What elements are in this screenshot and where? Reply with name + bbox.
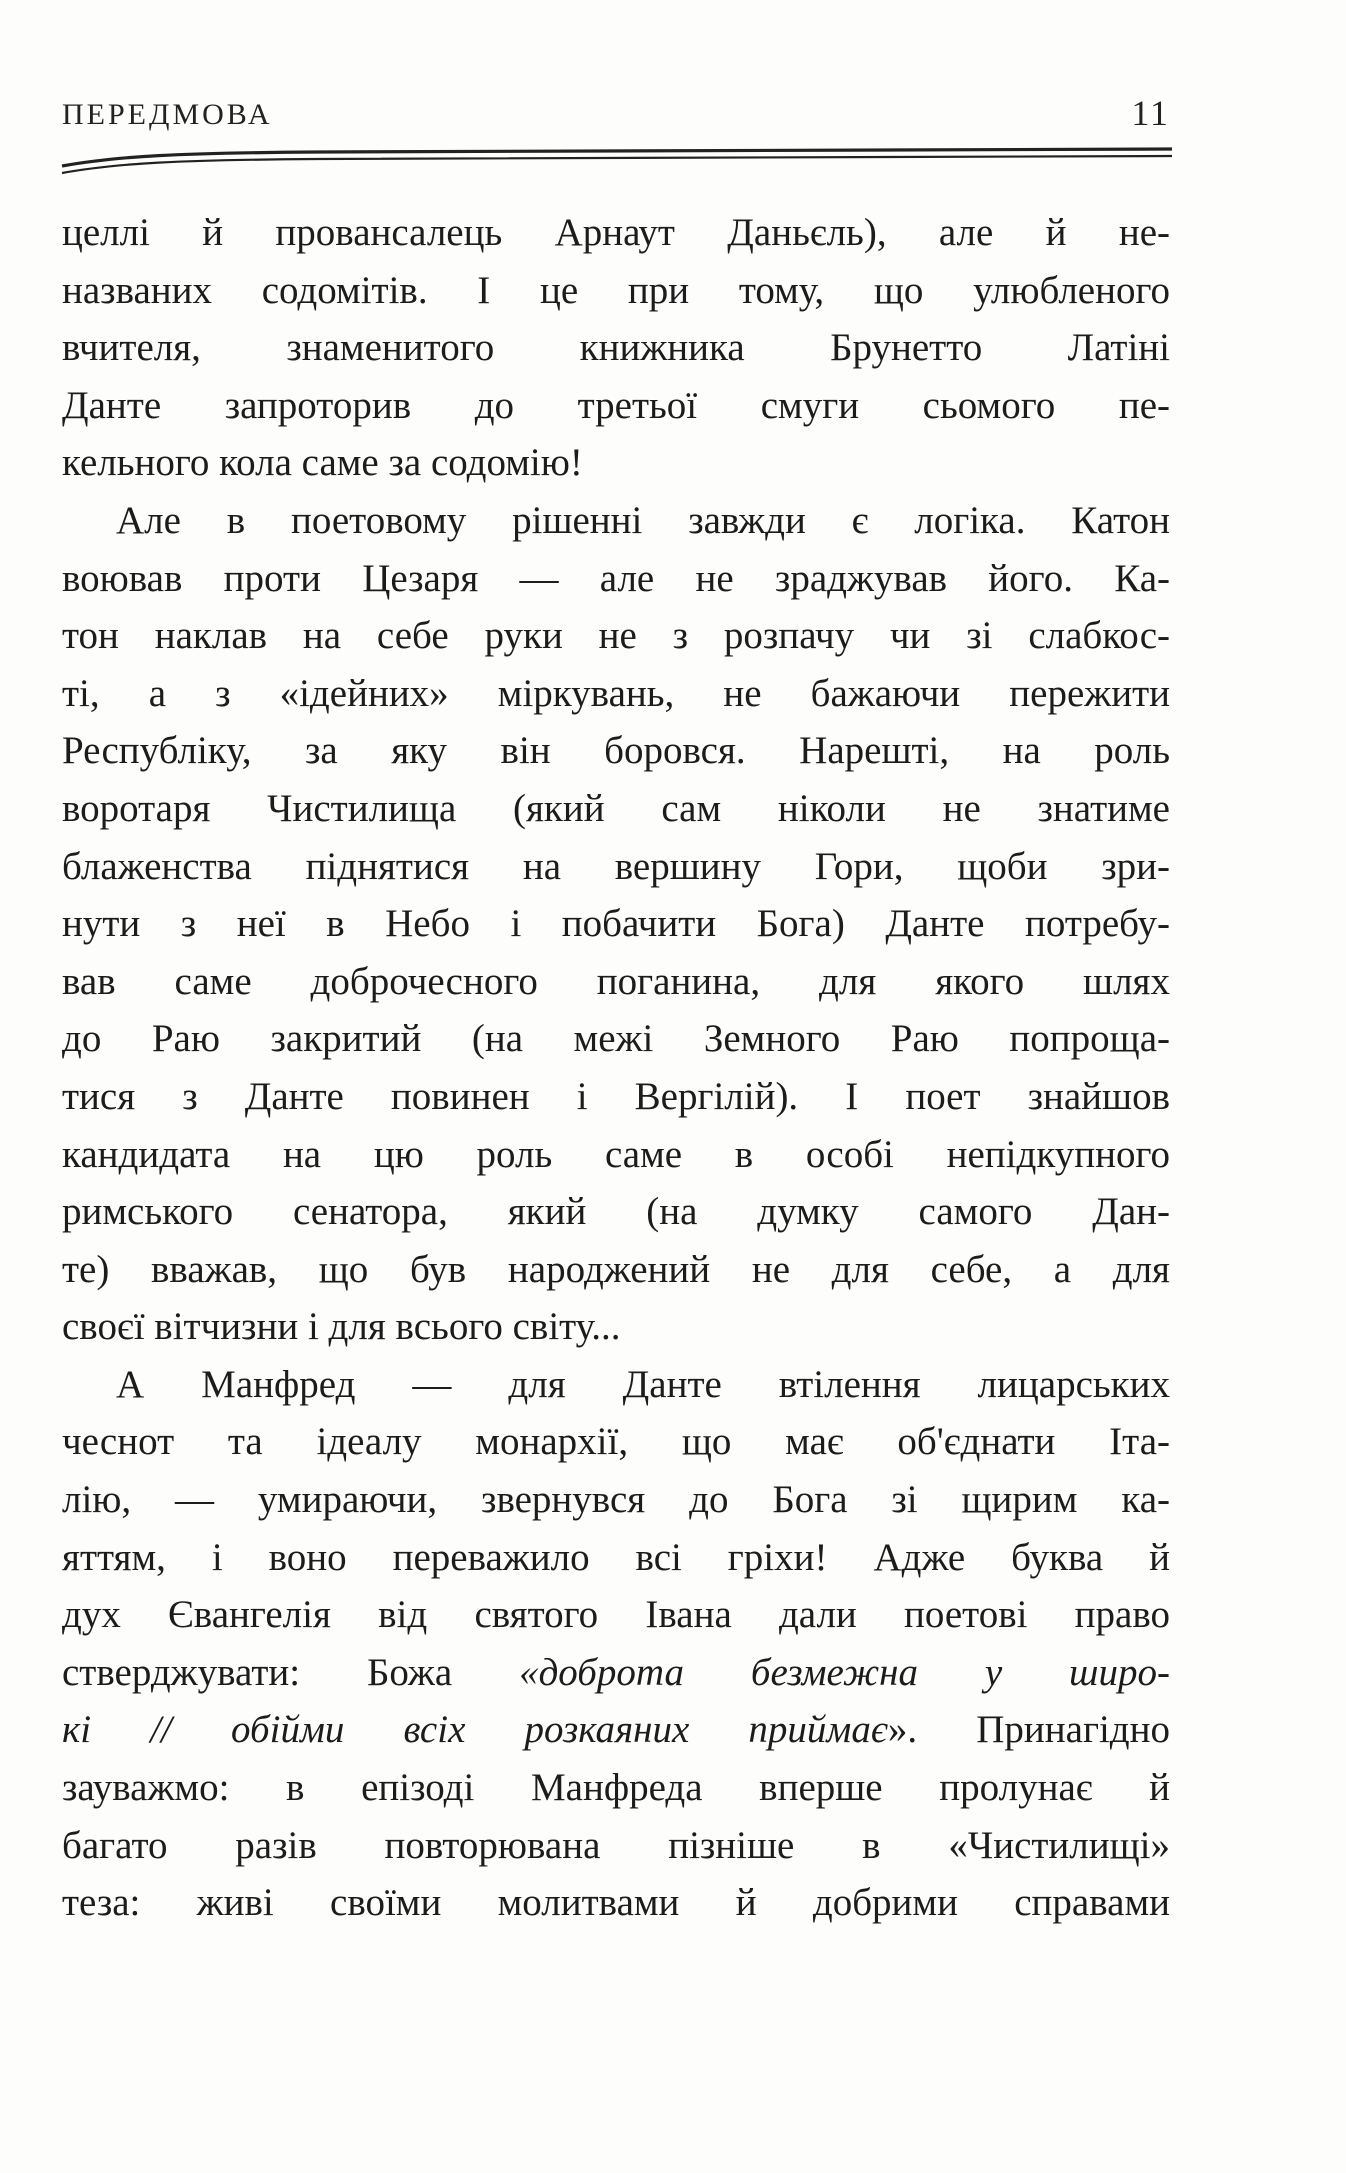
text-line: зауважмо: в епізоді Манфреда вперше пролунає й <box>62 1766 1170 1810</box>
text-line: Данте запроторив до третьої смуги сьомого пе- <box>62 383 1170 427</box>
text-line: кандидата на цю роль саме в особі непідкупного <box>62 1132 1170 1176</box>
text-line: вав саме доброчесного поганина, для якого шлях <box>62 959 1170 1003</box>
text-line: чеснот та ідеалу монархії, що має об'єднати Іта- <box>62 1420 1170 1464</box>
text-segment: стверджувати: Божа <box>62 1650 520 1694</box>
paragraph <box>62 204 1170 492</box>
text-line: теза: живі своїми молитвами й добрими справами <box>62 1881 1170 1925</box>
text-line: римського сенатора, який (на думку самого Дан- <box>62 1190 1170 1234</box>
text-line: кельного кола саме за содомію! <box>62 441 583 485</box>
text-line-with-quote <box>62 1644 1170 1702</box>
header-double-rule <box>58 138 1176 178</box>
text-line: лію, — умираючи, звернувся до Бога зі щирим ка- <box>62 1478 1170 1522</box>
text-line: дух Євангелія від святого Івана дали поетові право <box>62 1593 1170 1637</box>
text-line: воював проти Цезаря — але не зраджував його. Ка- <box>62 556 1170 600</box>
text-segment: ». Принагідно <box>887 1708 1171 1752</box>
text-line: воротаря Чистилища (який сам ніколи не знатиме <box>62 786 1170 830</box>
running-title: ПЕРЕДМОВА <box>62 98 273 131</box>
text-line-with-quote <box>62 1701 1170 1759</box>
text-line: до Раю закритий (на межі Земного Раю попроща- <box>62 1017 1170 1061</box>
text-line: яттям, і воно переважило всі гріхи! Адже буква й <box>62 1535 1170 1579</box>
text-line: Але в поетовому рішенні завжди є логіка. Катон <box>116 498 1170 542</box>
text-line: целлі й провансалець Арнаут Даньєль), але й не- <box>62 211 1170 254</box>
text-line: ті, а з «ідейних» міркувань, не бажаючи пережити <box>62 671 1170 715</box>
text-line: те) вважав, що був народжений не для себе, а для <box>62 1247 1170 1291</box>
body-text <box>62 204 1170 1932</box>
page-number: 11 <box>1131 93 1170 133</box>
text-line: Республіку, за яку він боровся. Нарешті, на роль <box>62 729 1170 773</box>
italic-quote: кі // обійми всіх розкаяних приймає <box>62 1708 888 1752</box>
text-line: тися з Данте повинен і Вергілій). І поет знайшов <box>62 1074 1170 1118</box>
text-line: тон наклав на себе руки не з розпачу чи зі слабкос- <box>62 614 1170 658</box>
text-line: нути з неї в Небо і побачити Бога) Данте потребу- <box>62 902 1170 946</box>
text-line: багато разів повторювана пізніше в «Чистилищі» <box>62 1823 1170 1867</box>
paragraph <box>62 492 1170 1356</box>
text-line: своєї вітчизни і для всього світу... <box>62 1305 621 1349</box>
text-line: названих содомітів. І це при тому, що улюбленого <box>62 268 1170 312</box>
italic-quote: «доброта безмежна у широ- <box>519 1650 1170 1694</box>
text-line: А Манфред — для Данте втілення лицарських <box>116 1362 1170 1406</box>
text-line: блаженства піднятися на вершину Гори, щоби зри- <box>62 844 1170 888</box>
text-line: вчителя, знаменитого книжника Брунетто Латіні <box>62 326 1170 370</box>
paragraph <box>62 1356 1170 1932</box>
